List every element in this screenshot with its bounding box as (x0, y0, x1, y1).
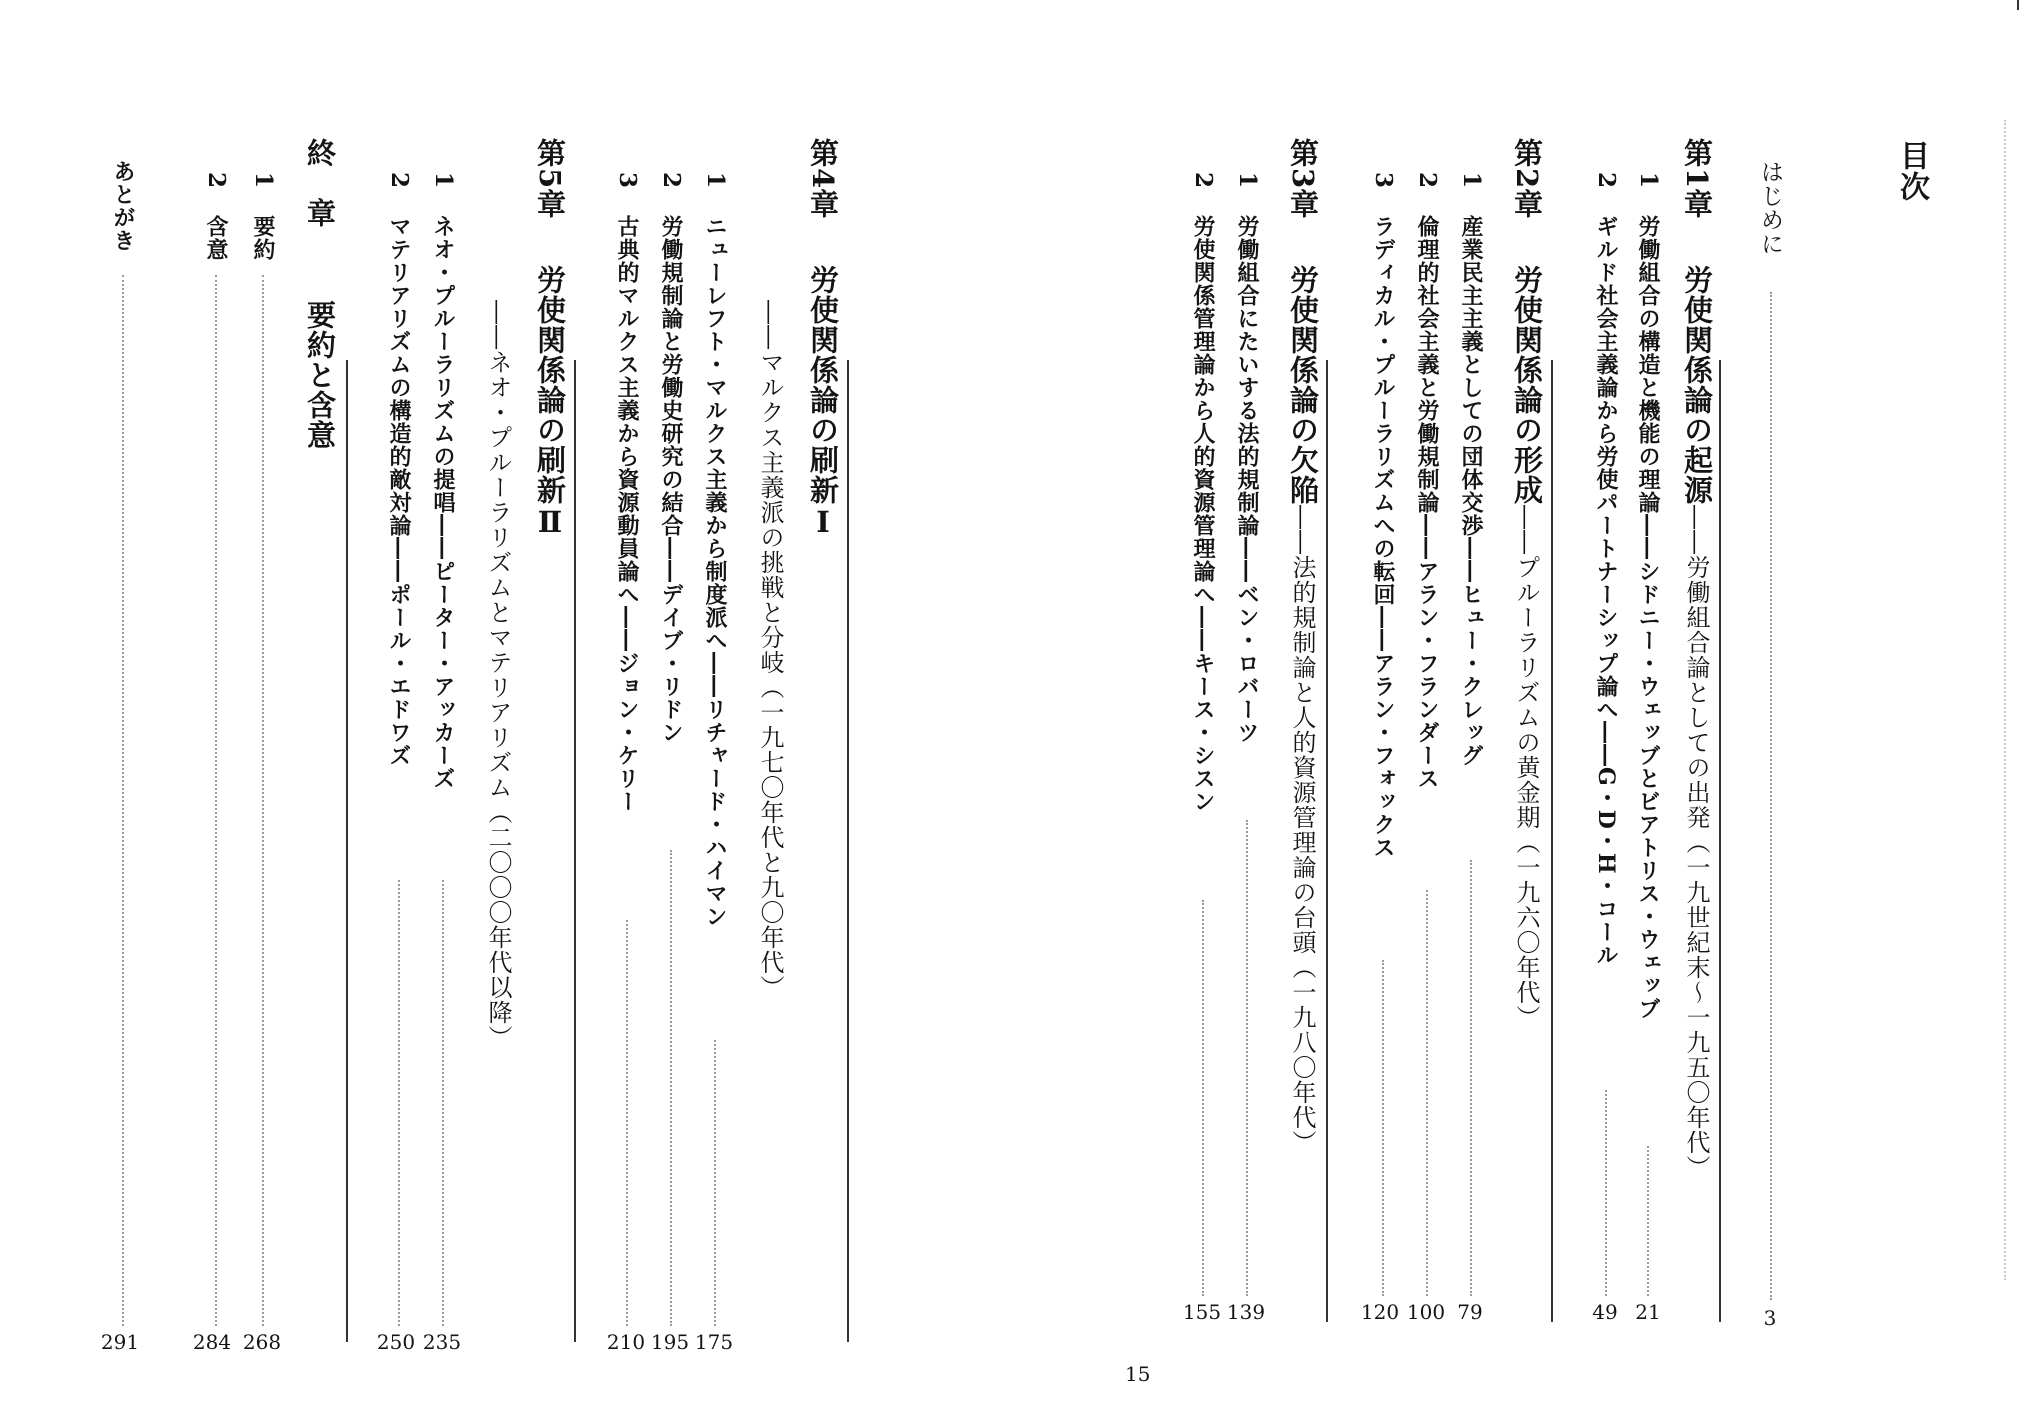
ch3-sec2-number: 2 (1190, 172, 1217, 190)
final-sec1-title: 要約 (250, 215, 276, 261)
chapter-4-label: 第4章 (806, 138, 840, 220)
final-chapter-label: 終 章 (303, 138, 337, 228)
ch5-sec2-title: マテリアリズムの構造的敵対論――ポール・エドワズ (386, 215, 412, 767)
ch2-sec3-leader (1382, 960, 1384, 1296)
chapter-1-subtitle: ――労働組合論としての出発（一九世紀末～一九五〇年代） (1682, 505, 1710, 1180)
chapter-2-subtitle: ――プルーラリズムの黄金期（一九六〇年代） (1512, 505, 1540, 1030)
ch3-sec1-number: 1 (1234, 172, 1261, 190)
chapter-5-subtitle: ――ネオ・プルーラリズムとマテリアリズム（二〇〇〇年代以降） (484, 300, 512, 1050)
final-sec2-leader (215, 275, 217, 1326)
ch4-sec2-number: 2 (658, 172, 685, 190)
ch1-sec2-title: ギルド社会主義論から労使パートナーシップ論へ――G・D・H・コール (1593, 215, 1619, 967)
ch4-sec2-title: 労働規制論と労働史研究の結合――デイブ・リドン (658, 215, 684, 744)
ch5-sec1-number: 1 (430, 172, 457, 190)
ch4-sec3-page: 210 (606, 1330, 646, 1354)
chapter-5-rule (574, 360, 576, 1342)
chapter-2-title: 労使関係論の形成 (1510, 265, 1544, 505)
final-sec2-number: 2 (203, 172, 230, 190)
ch2-sec3-page: 120 (1360, 1300, 1400, 1324)
final-chapter-rule (346, 360, 348, 1342)
ch3-sec1-title: 労働組合にたいする法的規制論――ベン・ロバーツ (1234, 215, 1260, 744)
ch2-sec3-title: ラディカル・プルーラリズムへの転回――アラン・フォックス (1370, 215, 1396, 859)
chapter-1-label: 第1章 (1680, 138, 1714, 220)
ch5-sec1-leader (442, 880, 444, 1326)
ch2-sec2-page: 100 (1406, 1300, 1446, 1324)
ch2-sec1-leader (1470, 860, 1472, 1296)
chapter-5-title: 労使関係論の刷新Ⅱ (533, 265, 567, 540)
corner-mark (2017, 0, 2019, 10)
chapter-5-label: 第5章 (533, 138, 567, 220)
afterword-title: あとがき (110, 160, 136, 252)
ch4-sec2-page: 195 (650, 1330, 690, 1354)
chapter-3-title: 労使関係論の欠陥 (1286, 265, 1320, 505)
ch2-sec3-number: 3 (1370, 172, 1397, 190)
ch2-sec2-leader (1426, 890, 1428, 1296)
chapter-1-rule (1719, 360, 1721, 1322)
final-chapter-title: 要約と含意 (303, 300, 337, 450)
ch5-sec2-page: 250 (376, 1330, 416, 1354)
chapter-1-title: 労使関係論の起源 (1680, 265, 1714, 505)
page-edge-dots (2004, 120, 2006, 1280)
ch4-sec2-leader (670, 850, 672, 1326)
ch1-sec1-number: 1 (1635, 172, 1662, 190)
final-sec1-leader (262, 275, 264, 1326)
ch3-sec1-page: 139 (1226, 1300, 1266, 1324)
final-sec2-page: 284 (192, 1330, 232, 1354)
intro-leader (1770, 292, 1772, 1300)
ch3-sec2-leader (1202, 900, 1204, 1296)
ch5-sec2-number: 2 (386, 172, 413, 190)
ch3-sec2-page: 155 (1182, 1300, 1222, 1324)
ch1-sec2-number: 2 (1593, 172, 1620, 190)
ch1-sec2-leader (1605, 1090, 1607, 1296)
ch1-sec1-leader (1647, 1146, 1649, 1296)
ch5-sec1-title: ネオ・プルーラリズムの提唱――ピーター・アッカーズ (430, 215, 456, 790)
ch4-sec1-number: 1 (702, 172, 729, 190)
ch1-sec1-page: 21 (1635, 1300, 1661, 1324)
ch2-sec1-number: 1 (1458, 172, 1485, 190)
intro-title: はじめに (1757, 160, 1783, 256)
ch2-sec2-number: 2 (1414, 172, 1441, 190)
ch4-sec3-number: 3 (614, 172, 641, 190)
ch4-sec1-title: ニューレフト・マルクス主義から制度派へ――リチャード・ハイマン (702, 215, 728, 928)
final-sec1-page: 268 (242, 1330, 282, 1354)
chapter-4-title: 労使関係論の刷新Ⅰ (806, 265, 840, 540)
chapter-3-rule (1326, 360, 1328, 1322)
ch5-sec1-page: 235 (422, 1330, 462, 1354)
ch4-sec1-leader (714, 1040, 716, 1326)
chapter-3-label: 第3章 (1286, 138, 1320, 220)
toc-heading: 目次 (1894, 140, 1929, 202)
afterword-page: 291 (100, 1330, 140, 1354)
ch1-sec2-page: 49 (1592, 1300, 1618, 1324)
ch2-sec1-page: 79 (1457, 1300, 1483, 1324)
ch1-sec1-title: 労働組合の構造と機能の理論――シドニー・ウェッブとビアトリス・ウェッブ (1635, 215, 1661, 1020)
chapter-4-rule (847, 360, 849, 1342)
chapter-2-rule (1551, 360, 1553, 1322)
afterword-leader (122, 275, 124, 1326)
chapter-2-label: 第2章 (1510, 138, 1544, 220)
ch4-sec1-page: 175 (694, 1330, 734, 1354)
ch3-sec2-title: 労使関係管理論から人的資源管理論へ――キース・シスン (1190, 215, 1216, 813)
ch4-sec3-title: 古典的マルクス主義から資源動員論へ――ジョン・ケリー (614, 215, 640, 813)
chapter-4-subtitle: ――マルクス主義派の挑戦と分岐（一九七〇年代と九〇年代） (756, 300, 784, 1000)
chapter-3-subtitle: ――法的規制論と人的資源管理論の台頭（一九八〇年代） (1288, 505, 1316, 1155)
ch2-sec2-title: 倫理的社会主義と労働規制論――アラン・フランダース (1414, 215, 1440, 790)
final-sec1-number: 1 (250, 172, 277, 190)
page-folio: 15 (1125, 1362, 1151, 1386)
ch2-sec1-title: 産業民主主義としての団体交渉――ヒュー・クレッグ (1458, 215, 1484, 767)
ch4-sec3-leader (626, 920, 628, 1326)
final-sec2-title: 含意 (203, 215, 229, 261)
ch5-sec2-leader (398, 880, 400, 1326)
ch3-sec1-leader (1246, 820, 1248, 1296)
intro-page: 3 (1763, 1306, 1777, 1330)
